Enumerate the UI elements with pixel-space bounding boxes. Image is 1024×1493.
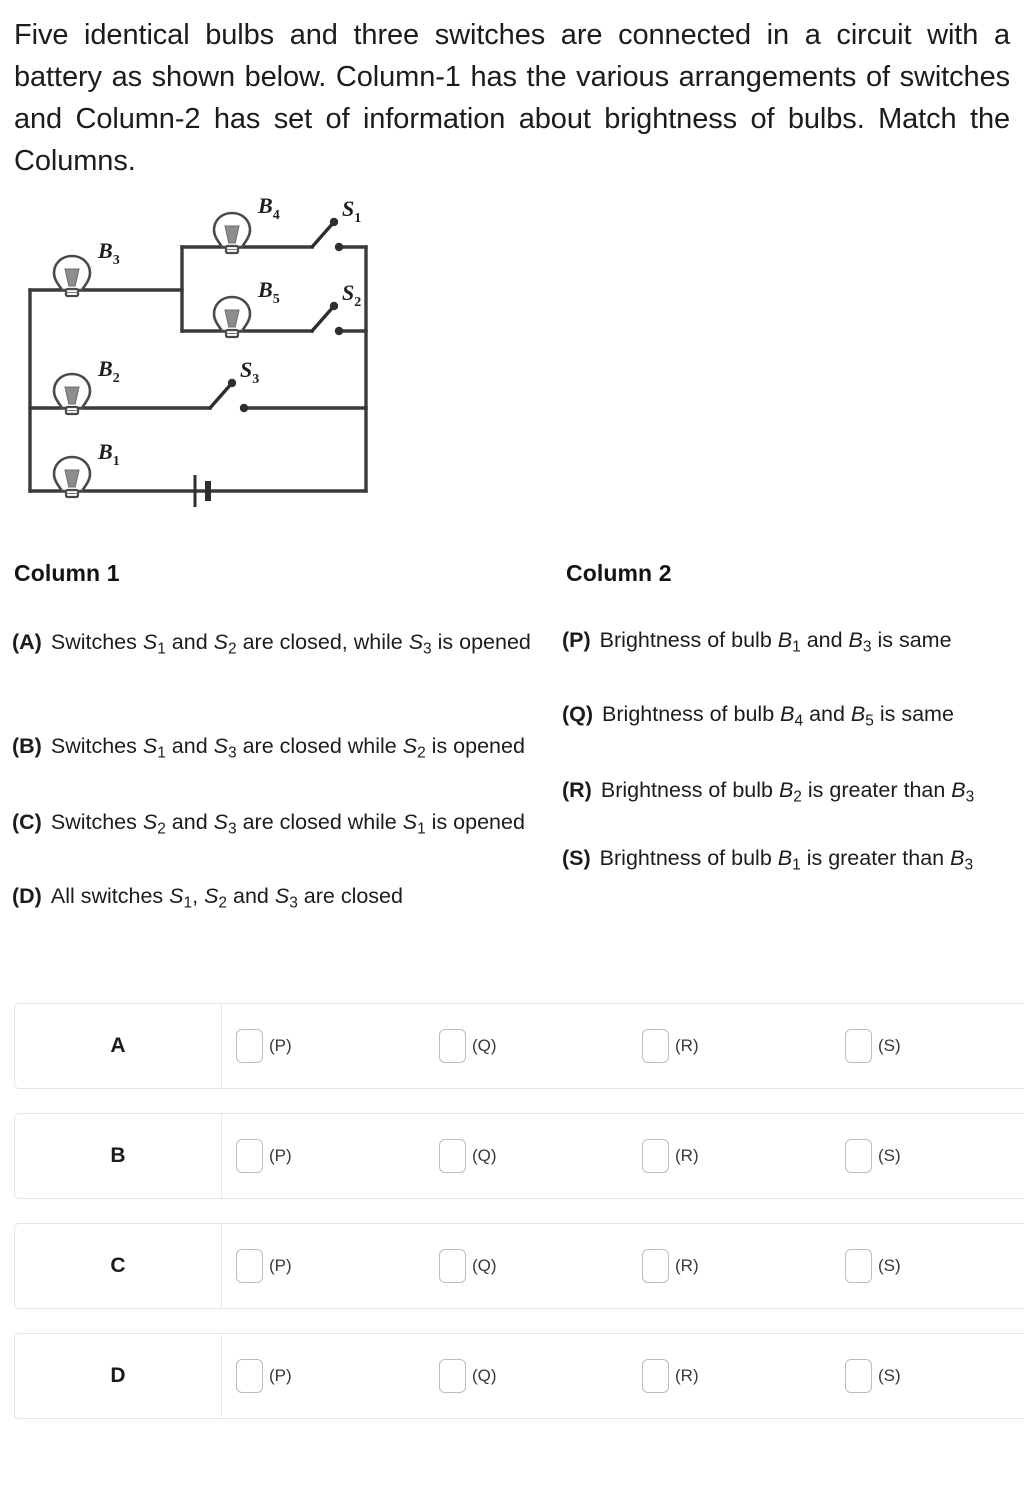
option-letter: D [110,1364,126,1387]
choice-c-2[interactable] [642,1249,845,1283]
choice-group [222,1029,1024,1063]
checkbox-label: (R) [675,1256,699,1275]
item-text: Brightness of bulb $B_4$ and $B_5$ is same [602,702,954,730]
label-b2: $B_2$ [98,356,120,386]
checkbox-label: (S) [878,1146,901,1165]
question-stem: Five identical bulbs and three switches are connected in a circuit with a battery as shown below. Column-1 has the various arrangements of switches and Column-2 has set of information about brightness of bulbs. Match the Columns. [14,19,1010,177]
item-text: Brightness of bulb $B_2$ is greater than $B_3$ [600,778,975,806]
item-tag: (C) [12,810,42,834]
switch-s1-icon [312,218,343,251]
checkbox[interactable] [236,1029,263,1063]
choice-a-1[interactable] [439,1029,642,1063]
checkbox[interactable] [439,1249,466,1283]
choice-group [222,1249,1024,1283]
item-tag: (Q) [562,702,594,726]
column-2-heading: Column 2 [566,560,672,586]
checkbox-label: (Q) [472,1036,497,1055]
checkbox[interactable] [236,1359,263,1393]
choice-a-2[interactable] [642,1029,845,1063]
switch-s3-icon [210,379,248,412]
choice-b-0[interactable] [236,1139,439,1173]
choice-group [222,1359,1024,1393]
option-letter: B [110,1144,126,1167]
checkbox-label: (R) [675,1146,699,1165]
checkbox[interactable] [439,1359,466,1393]
item-text: Switches $S_2$ and $S_3$ are closed while $S_1$ is opened [50,810,525,838]
choice-c-0[interactable] [236,1249,439,1283]
answer-option-row[interactable] [14,1003,1024,1089]
label-b4: $B_4$ [258,193,280,223]
option-letter: A [110,1034,126,1057]
choice-b-3[interactable] [845,1139,1024,1173]
choice-b-2[interactable] [642,1139,845,1173]
label-s1: $S_1$ [342,196,362,226]
item-text: Switches $S_1$ and $S_2$ are closed, while $S_3$ is opened [50,630,531,658]
checkbox[interactable] [845,1249,872,1283]
item-text: Brightness of bulb $B_1$ and $B_3$ is same [599,628,952,656]
item-text: Switches $S_1$ and $S_3$ are closed while $S_2$ is opened [50,734,525,762]
checkbox[interactable] [845,1139,872,1173]
choice-d-1[interactable] [439,1359,642,1393]
choice-a-0[interactable] [236,1029,439,1063]
checkbox[interactable] [642,1359,669,1393]
option-letter: C [110,1254,126,1277]
item-tag: (S) [562,846,591,870]
checkbox[interactable] [236,1249,263,1283]
item-text: All switches $S_1$, $S_2$ and $S_3$ are closed [50,884,403,912]
checkbox[interactable] [845,1029,872,1063]
label-b5: $B_5$ [258,277,280,307]
choice-a-3[interactable] [845,1029,1024,1063]
choice-c-3[interactable] [845,1249,1024,1283]
checkbox-label: (S) [878,1036,901,1055]
column-2-item-p [562,622,1022,665]
switch-s2-icon [312,302,343,335]
item-tag: (R) [562,778,592,802]
checkbox-label: (R) [675,1366,699,1385]
label-b3: $B_3$ [98,238,120,268]
column-1-item-a [12,624,542,667]
column-1-item-d [12,878,572,921]
column-2-item-q [562,696,1022,739]
label-b1: $B_1$ [98,439,120,469]
item-tag: (A) [12,630,42,654]
item-text: Brightness of bulb $B_1$ is greater than $B_3$ [599,846,974,874]
choice-c-1[interactable] [439,1249,642,1283]
answer-option-row[interactable] [14,1333,1024,1419]
label-s2: $S_2$ [342,280,362,310]
answer-options-list [14,1003,1024,1443]
checkbox-label: (Q) [472,1146,497,1165]
choice-d-2[interactable] [642,1359,845,1393]
item-tag: (D) [12,884,42,908]
checkbox-label: (S) [878,1366,901,1385]
column-2-item-s [562,840,1022,883]
checkbox-label: (P) [269,1256,292,1275]
checkbox-label: (P) [269,1036,292,1055]
column-1-item-c [12,804,572,847]
choice-d-0[interactable] [236,1359,439,1393]
checkbox[interactable] [642,1139,669,1173]
answer-option-row[interactable] [14,1113,1024,1199]
checkbox[interactable] [439,1029,466,1063]
column-1-item-b [12,728,572,771]
label-s3: $S_3$ [240,357,260,387]
column-2-item-r [562,772,1022,815]
column-1-heading: Column 1 [14,560,120,586]
checkbox-label: (R) [675,1036,699,1055]
checkbox-label: (S) [878,1256,901,1275]
checkbox-label: (Q) [472,1366,497,1385]
checkbox-label: (P) [269,1146,292,1165]
choice-group [222,1139,1024,1173]
checkbox[interactable] [642,1249,669,1283]
checkbox[interactable] [439,1139,466,1173]
answer-option-row[interactable] [14,1223,1024,1309]
circuit-diagram [12,186,392,511]
checkbox-label: (Q) [472,1256,497,1275]
checkbox[interactable] [642,1029,669,1063]
item-tag: (P) [562,628,591,652]
choice-d-3[interactable] [845,1359,1024,1393]
item-tag: (B) [12,734,42,758]
checkbox-label: (P) [269,1366,292,1385]
choice-b-1[interactable] [439,1139,642,1173]
checkbox[interactable] [845,1359,872,1393]
checkbox[interactable] [236,1139,263,1173]
